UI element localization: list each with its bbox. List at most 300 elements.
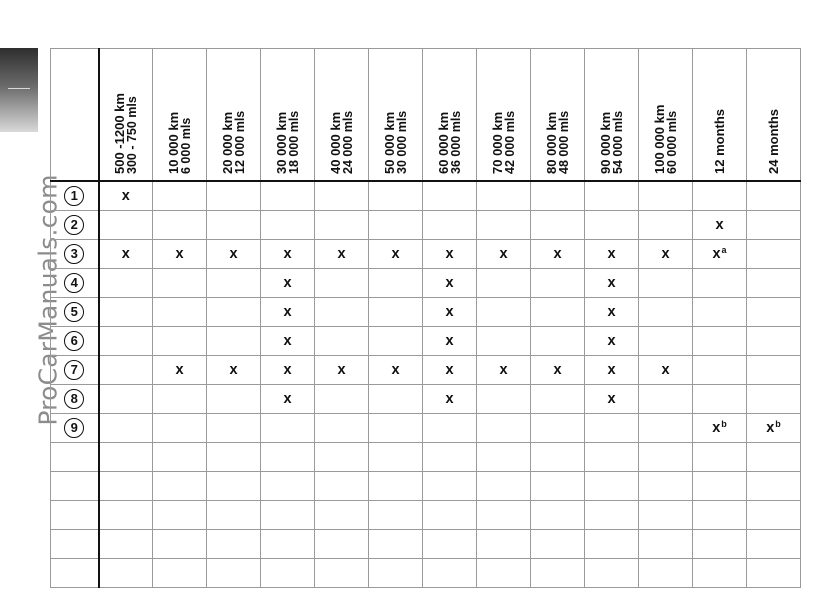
- schedule-cell: [153, 530, 207, 559]
- schedule-cell: [315, 269, 369, 298]
- schedule-cell: [423, 356, 477, 385]
- schedule-cell: [369, 501, 423, 530]
- schedule-cell: [639, 211, 693, 240]
- schedule-cell: [531, 414, 585, 443]
- footnote-marker: b: [721, 418, 727, 429]
- schedule-cell: [747, 501, 801, 530]
- schedule-cell: [261, 298, 315, 327]
- row-number-badge: 4: [64, 273, 84, 293]
- schedule-cell: [369, 240, 423, 269]
- schedule-cell: [747, 181, 801, 211]
- footnote-marker: a: [721, 244, 727, 255]
- schedule-cell: [639, 385, 693, 414]
- schedule-cell: [693, 298, 747, 327]
- column-label-secondary: 300 - 750 mls: [124, 96, 139, 174]
- row-number-badge: 5: [64, 302, 84, 322]
- schedule-cell: [747, 211, 801, 240]
- schedule-cell: [153, 240, 207, 269]
- footnote-marker: b: [775, 418, 781, 429]
- row-number-cell: [51, 327, 99, 356]
- maintenance-schedule-table: [50, 48, 801, 588]
- schedule-cell: [639, 530, 693, 559]
- schedule-cell: [747, 356, 801, 385]
- column-label-secondary: 24 000 mls: [340, 110, 355, 174]
- service-mark: $x^b$: [712, 418, 727, 437]
- schedule-cell: [99, 356, 153, 385]
- schedule-cell: [585, 269, 639, 298]
- schedule-cell: [531, 298, 585, 327]
- table-row: [51, 240, 801, 269]
- schedule-cell: [423, 530, 477, 559]
- schedule-cell: [693, 443, 747, 472]
- schedule-cell: [207, 501, 261, 530]
- schedule-cell: [531, 443, 585, 472]
- schedule-cell: [99, 501, 153, 530]
- schedule-cell: [153, 211, 207, 240]
- schedule-cell: [747, 530, 801, 559]
- schedule-cell: [477, 240, 531, 269]
- schedule-cell: [423, 240, 477, 269]
- schedule-cell: [315, 501, 369, 530]
- schedule-cell: [315, 530, 369, 559]
- column-label-secondary: 12 000 mls: [232, 110, 247, 174]
- column-label-primary: 40 000 km: [327, 111, 343, 174]
- service-mark: x: [445, 246, 454, 262]
- column-header: [315, 49, 369, 182]
- column-header: [369, 49, 423, 182]
- table-row: [51, 443, 801, 472]
- schedule-cell: [315, 414, 369, 443]
- schedule-cell: [585, 211, 639, 240]
- table-row: [51, 472, 801, 501]
- schedule-cell: [585, 181, 639, 211]
- schedule-cell: [99, 530, 153, 559]
- schedule-cell: [153, 356, 207, 385]
- schedule-cell: [585, 327, 639, 356]
- column-label-primary: 10 000 km: [165, 111, 181, 174]
- table-row: [51, 530, 801, 559]
- schedule-cell: [315, 443, 369, 472]
- schedule-cell: [585, 298, 639, 327]
- schedule-cell: [99, 181, 153, 211]
- table-row: [51, 269, 801, 298]
- column-header: [99, 49, 153, 182]
- column-label: [383, 56, 409, 174]
- schedule-cell: [585, 472, 639, 501]
- service-mark: x: [445, 333, 454, 349]
- table-row: [51, 298, 801, 327]
- column-label: [437, 56, 463, 174]
- schedule-cell: [207, 327, 261, 356]
- schedule-cell: [153, 327, 207, 356]
- schedule-cell: [261, 559, 315, 588]
- schedule-cell: [639, 559, 693, 588]
- service-mark: x: [445, 304, 454, 320]
- column-label-primary: 100 000 km: [651, 104, 667, 174]
- schedule-cell: [207, 181, 261, 211]
- schedule-cell: [207, 298, 261, 327]
- service-mark: x: [445, 362, 454, 378]
- row-number-cell: [51, 240, 99, 269]
- service-mark: x: [607, 391, 616, 407]
- service-mark: x: [283, 362, 292, 378]
- row-number-cell: [51, 530, 99, 559]
- schedule-cell: [315, 181, 369, 211]
- service-mark: x: [607, 275, 616, 291]
- service-mark: x: [661, 246, 670, 262]
- schedule-cell: [315, 356, 369, 385]
- service-mark: x: [553, 246, 562, 262]
- column-header: [531, 49, 585, 182]
- schedule-cell: [99, 327, 153, 356]
- schedule-cell: [153, 269, 207, 298]
- row-number-cell: [51, 269, 99, 298]
- column-header: [261, 49, 315, 182]
- column-label: [653, 56, 679, 174]
- schedule-cell: [477, 559, 531, 588]
- service-mark: x: [283, 333, 292, 349]
- schedule-cell: [531, 501, 585, 530]
- service-mark: x: [661, 362, 670, 378]
- schedule-cell: [747, 385, 801, 414]
- schedule-cell: [639, 181, 693, 211]
- row-number-badge: 1: [64, 186, 84, 206]
- schedule-cell: [153, 443, 207, 472]
- column-label-secondary: 36 000 mls: [448, 110, 463, 174]
- schedule-cell: [747, 240, 801, 269]
- schedule-cell: [153, 472, 207, 501]
- column-label: [329, 56, 355, 174]
- schedule-cell: [747, 298, 801, 327]
- service-mark: $x^a$: [712, 244, 727, 263]
- table-row: [51, 385, 801, 414]
- schedule-cell: [423, 472, 477, 501]
- schedule-cell: [99, 443, 153, 472]
- row-number-cell: [51, 443, 99, 472]
- service-mark: x: [445, 275, 454, 291]
- schedule-cell: [315, 327, 369, 356]
- schedule-cell: [693, 327, 747, 356]
- service-mark: x: [337, 246, 346, 262]
- schedule-cell: [369, 559, 423, 588]
- schedule-cell: [207, 443, 261, 472]
- service-mark: $x^b$: [766, 418, 781, 437]
- row-number-cell: [51, 181, 99, 211]
- service-mark: x: [499, 246, 508, 262]
- column-header: [207, 49, 261, 182]
- schedule-cell: [153, 414, 207, 443]
- header-corner-cell: [51, 49, 99, 182]
- schedule-cell: [207, 530, 261, 559]
- schedule-cell: [693, 501, 747, 530]
- schedule-cell: [315, 240, 369, 269]
- schedule-cell: [585, 356, 639, 385]
- schedule-cell: [423, 298, 477, 327]
- schedule-cell: [477, 181, 531, 211]
- schedule-cell: [477, 269, 531, 298]
- schedule-cell: [423, 269, 477, 298]
- schedule-cell: [369, 443, 423, 472]
- service-mark: x: [391, 362, 400, 378]
- schedule-cell: [99, 414, 153, 443]
- column-label-secondary: 48 000 mls: [556, 110, 571, 174]
- column-label-secondary: 18 000 mls: [286, 110, 301, 174]
- schedule-cell: [477, 472, 531, 501]
- schedule-cell: [585, 385, 639, 414]
- column-label: [599, 56, 625, 174]
- row-number-badge: 9: [64, 418, 84, 438]
- schedule-cell: [747, 327, 801, 356]
- schedule-cell: [693, 356, 747, 385]
- service-mark: x: [283, 246, 292, 262]
- schedule-cell: [639, 356, 693, 385]
- schedule-cell: [207, 269, 261, 298]
- schedule-cell: [207, 211, 261, 240]
- schedule-cell: [585, 443, 639, 472]
- schedule-cell: [477, 298, 531, 327]
- column-header: [639, 49, 693, 182]
- column-label-primary: 90 000 km: [597, 111, 613, 174]
- schedule-cell: [423, 559, 477, 588]
- service-mark: x: [229, 362, 238, 378]
- schedule-cell: [261, 240, 315, 269]
- schedule-cell: [261, 443, 315, 472]
- schedule-cell: [693, 269, 747, 298]
- schedule-cell: [639, 269, 693, 298]
- service-mark: x: [445, 391, 454, 407]
- schedule-cell: [747, 559, 801, 588]
- schedule-cell: [315, 298, 369, 327]
- schedule-cell: [369, 298, 423, 327]
- schedule-cell: [531, 327, 585, 356]
- schedule-cell: [153, 181, 207, 211]
- schedule-cell: [531, 472, 585, 501]
- service-mark: x: [283, 304, 292, 320]
- schedule-cell: [153, 385, 207, 414]
- table-row: [51, 559, 801, 588]
- service-mark: x: [607, 246, 616, 262]
- schedule-cell: [693, 530, 747, 559]
- service-mark: x: [499, 362, 508, 378]
- schedule-cell: [369, 269, 423, 298]
- schedule-cell: [99, 298, 153, 327]
- service-mark: x: [121, 246, 130, 262]
- table-row: [51, 356, 801, 385]
- schedule-cell: [531, 356, 585, 385]
- schedule-cell: [207, 559, 261, 588]
- schedule-cell: [369, 327, 423, 356]
- schedule-cell: [531, 269, 585, 298]
- schedule-cell: [639, 501, 693, 530]
- schedule-cell: [747, 414, 801, 443]
- schedule-cell: [693, 181, 747, 211]
- column-label: [713, 56, 726, 174]
- table-row: [51, 181, 801, 211]
- column-label: [221, 56, 247, 174]
- schedule-cell: [477, 327, 531, 356]
- schedule-cell: [423, 501, 477, 530]
- schedule-cell: [639, 472, 693, 501]
- row-number-badge: 6: [64, 331, 84, 351]
- schedule-cell: [423, 443, 477, 472]
- schedule-cell: [153, 559, 207, 588]
- row-number-cell: [51, 414, 99, 443]
- column-label: [113, 56, 139, 174]
- service-mark: x: [121, 188, 130, 204]
- schedule-cell: [585, 240, 639, 269]
- schedule-cell: [531, 240, 585, 269]
- schedule-cell: [261, 414, 315, 443]
- schedule-cell: [747, 472, 801, 501]
- schedule-cell: [369, 356, 423, 385]
- schedule-cell: [261, 327, 315, 356]
- row-number-badge: 8: [64, 389, 84, 409]
- schedule-cell: [369, 211, 423, 240]
- column-label-primary: 80 000 km: [543, 111, 559, 174]
- column-label-secondary: 60 000 mls: [664, 110, 679, 174]
- chapter-tab-divider: [8, 88, 30, 89]
- column-label-primary: 20 000 km: [219, 111, 235, 174]
- schedule-cell: [639, 298, 693, 327]
- row-number-cell: [51, 211, 99, 240]
- schedule-cell: [585, 530, 639, 559]
- row-number-badge: 7: [64, 360, 84, 380]
- schedule-cell: [207, 414, 261, 443]
- service-mark: x: [175, 362, 184, 378]
- service-mark: x: [607, 304, 616, 320]
- schedule-cell: [747, 443, 801, 472]
- schedule-cell: [423, 385, 477, 414]
- column-label: [167, 56, 193, 174]
- schedule-cell: [261, 181, 315, 211]
- schedule-cell: [207, 472, 261, 501]
- schedule-cell: [423, 414, 477, 443]
- column-header: [423, 49, 477, 182]
- schedule-cell: [369, 385, 423, 414]
- schedule-cell: [693, 385, 747, 414]
- schedule-cell: [261, 356, 315, 385]
- column-label: [545, 56, 571, 174]
- schedule-cell: [207, 356, 261, 385]
- schedule-cell: [531, 181, 585, 211]
- service-mark: x: [553, 362, 562, 378]
- column-label-secondary: 6 000 mls: [178, 117, 193, 174]
- schedule-cell: [477, 211, 531, 240]
- schedule-cell: [477, 501, 531, 530]
- schedule-cell: [531, 211, 585, 240]
- schedule-cell: [261, 530, 315, 559]
- schedule-cell: [477, 356, 531, 385]
- schedule-cell: [315, 472, 369, 501]
- column-label-primary: 24 months: [766, 108, 781, 174]
- schedule-cell: [423, 211, 477, 240]
- schedule-cell: [99, 211, 153, 240]
- schedule-cell: [153, 298, 207, 327]
- schedule-cell: [261, 472, 315, 501]
- service-mark: x: [283, 275, 292, 291]
- schedule-cell: [585, 414, 639, 443]
- chapter-tab: [0, 48, 38, 132]
- table-row: [51, 501, 801, 530]
- schedule-cell: [315, 559, 369, 588]
- service-mark: x: [337, 362, 346, 378]
- row-number-badge: 3: [64, 244, 84, 264]
- schedule-cell: [585, 559, 639, 588]
- schedule-cell: [747, 269, 801, 298]
- schedule-cell: [261, 385, 315, 414]
- column-label-primary: 70 000 km: [489, 111, 505, 174]
- schedule-cell: [99, 240, 153, 269]
- schedule-cell: [423, 327, 477, 356]
- schedule-cell: [99, 472, 153, 501]
- column-label: [275, 56, 301, 174]
- schedule-cell: [315, 211, 369, 240]
- column-header: [477, 49, 531, 182]
- row-number-badge: 2: [64, 215, 84, 235]
- schedule-cell: [531, 559, 585, 588]
- schedule-cell: [639, 443, 693, 472]
- column-label-primary: 60 000 km: [435, 111, 451, 174]
- service-mark: x: [283, 391, 292, 407]
- schedule-cell: [423, 181, 477, 211]
- row-number-cell: [51, 356, 99, 385]
- schedule-cell: [99, 269, 153, 298]
- schedule-cell: [99, 385, 153, 414]
- service-mark: x: [175, 246, 184, 262]
- column-label-primary: 30 000 km: [273, 111, 289, 174]
- schedule-cell: [369, 530, 423, 559]
- schedule-cell: [531, 385, 585, 414]
- schedule-cell: [369, 472, 423, 501]
- schedule-cell: [693, 559, 747, 588]
- watermark-text: ProCarManuals.com: [33, 174, 63, 426]
- schedule-cell: [693, 211, 747, 240]
- column-label-secondary: 54 000 mls: [610, 110, 625, 174]
- schedule-cell: [531, 530, 585, 559]
- schedule-cell: [639, 240, 693, 269]
- column-label: [491, 56, 517, 174]
- column-header: [747, 49, 801, 182]
- schedule-cell: [693, 240, 747, 269]
- table-row: [51, 327, 801, 356]
- service-mark: x: [607, 362, 616, 378]
- column-label-secondary: 30 000 mls: [394, 110, 409, 174]
- column-header: [585, 49, 639, 182]
- table-header-row: [51, 49, 801, 182]
- table-row: [51, 414, 801, 443]
- column-label-primary: 12 months: [712, 108, 727, 174]
- schedule-cell: [639, 414, 693, 443]
- schedule-cell: [369, 181, 423, 211]
- service-mark: x: [229, 246, 238, 262]
- service-mark: x: [391, 246, 400, 262]
- row-number-cell: [51, 559, 99, 588]
- schedule-cell: [639, 327, 693, 356]
- row-number-cell: [51, 472, 99, 501]
- table-row: [51, 211, 801, 240]
- schedule-cell: [369, 414, 423, 443]
- column-label: [767, 56, 780, 174]
- schedule-cell: [693, 472, 747, 501]
- row-number-cell: [51, 298, 99, 327]
- schedule-cell: [207, 385, 261, 414]
- schedule-cell: [477, 530, 531, 559]
- column-header: [693, 49, 747, 182]
- schedule-cell: [261, 501, 315, 530]
- schedule-cell: [693, 414, 747, 443]
- row-number-cell: [51, 385, 99, 414]
- schedule-cell: [477, 443, 531, 472]
